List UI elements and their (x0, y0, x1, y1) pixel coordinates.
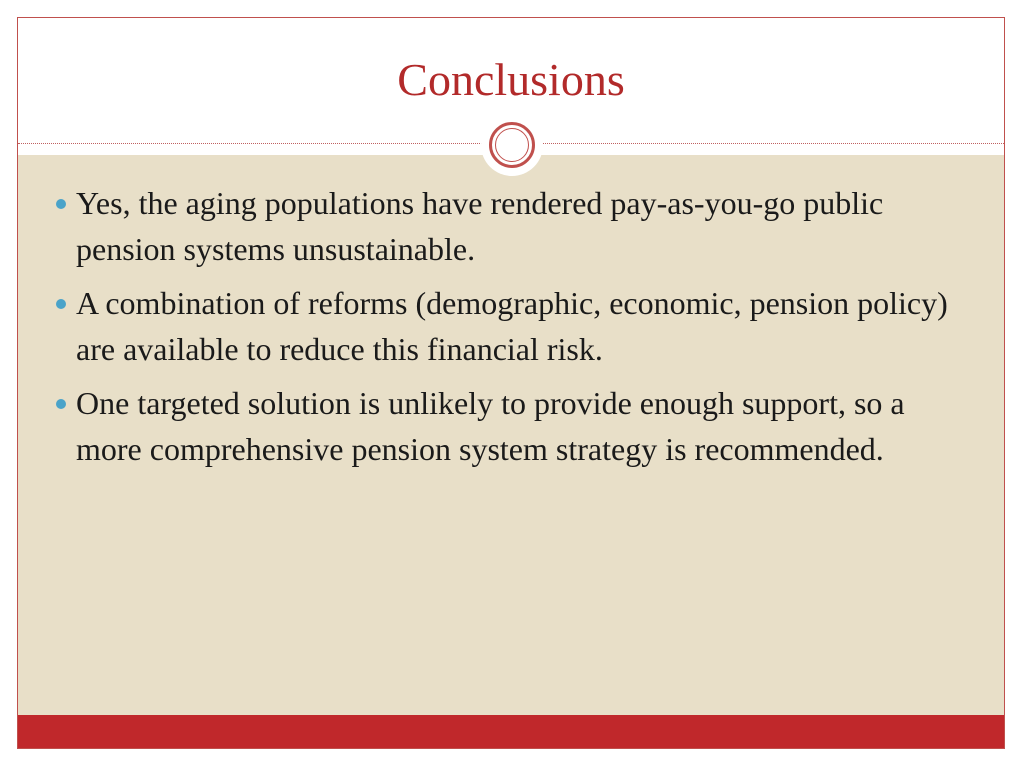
bullet-item (56, 180, 976, 272)
footer-bar (18, 715, 1004, 749)
circle-bullet-icon (56, 299, 66, 309)
double-ring-icon (481, 114, 543, 176)
bullet-text: A combination of reforms (demographic, economic, pension policy) are available to reduce this financial risk. (76, 285, 948, 367)
bullet-item (56, 380, 976, 472)
outer-ring (489, 122, 535, 168)
bullet-item (56, 280, 976, 372)
circle-bullet-icon (56, 399, 66, 409)
bullet-text: One targeted solution is unlikely to provide enough support, so a more comprehensive pension system strategy is recommended. (76, 385, 905, 467)
circle-bullet-icon (56, 199, 66, 209)
bullet-text: Yes, the aging populations have rendered pay-as-you-go public pension systems unsustainable. (76, 185, 884, 267)
slide-title: Conclusions (397, 54, 625, 105)
slide (17, 17, 1005, 749)
inner-ring (495, 128, 529, 162)
bullet-list (56, 180, 976, 480)
